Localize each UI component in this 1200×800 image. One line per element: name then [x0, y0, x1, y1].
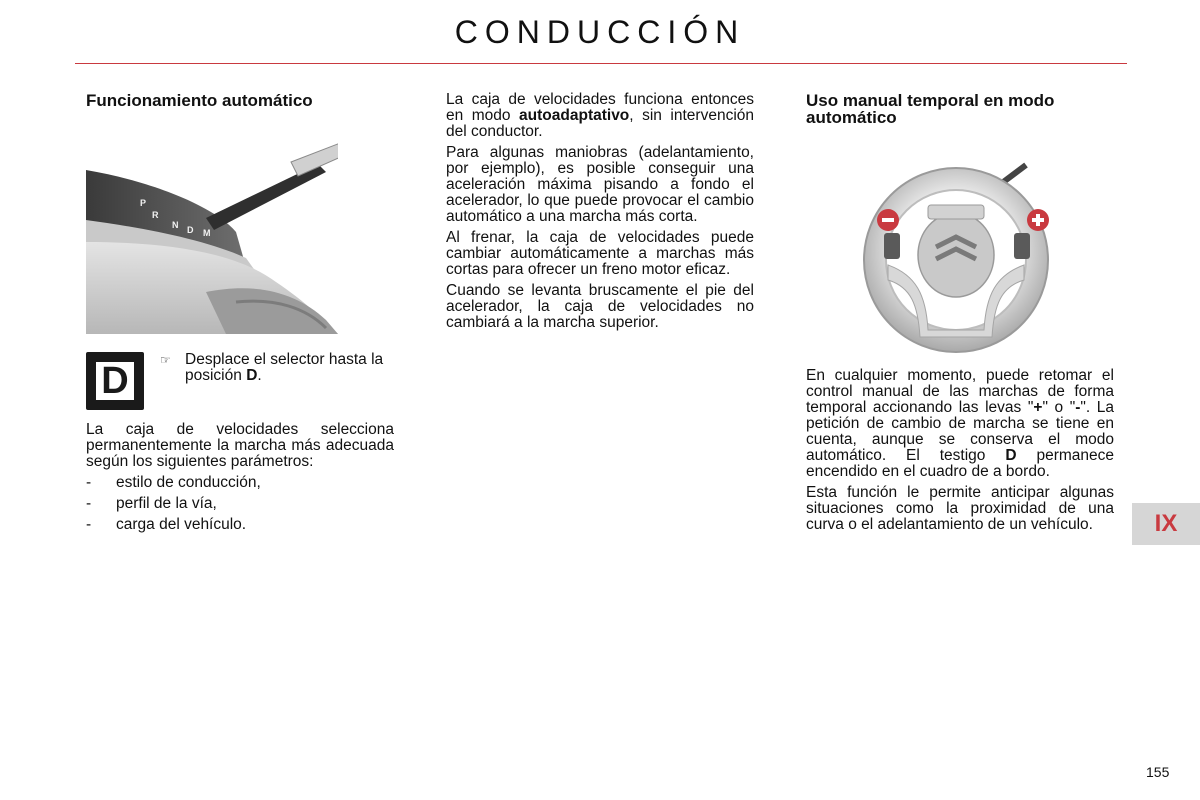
page-number: 155 [1146, 764, 1170, 780]
list-item: - estilo de conducción, [86, 474, 261, 491]
gear-mark-p: P [140, 198, 147, 208]
accelerator-release-paragraph: Cuando se levanta bruscamente el pie del acelerador, la caja de velocidades no cambiará a la marcha superior. [446, 282, 754, 331]
section-heading-automatic: Funcionamiento automático [86, 91, 313, 110]
left-column [86, 92, 394, 109]
step-text: Desplace el selector hasta la posición D. [185, 351, 384, 384]
anticipation-paragraph: Esta función le permite anticipar algunas situaciones como la proximidad de una curva o el adelantamiento de un vehículo. [806, 484, 1114, 533]
badge-letter: D [96, 362, 134, 400]
header-rule [75, 63, 1127, 64]
gear-mark-d: D [187, 225, 194, 235]
params-paragraph: La caja de velocidades selecciona permanentemente la marcha más adecuada según los siguientes parámetros: [86, 421, 394, 470]
chapter-tab: IX [1132, 503, 1200, 545]
instruction-step [160, 352, 396, 384]
list-item: - carga del vehículo. [86, 516, 247, 533]
params-list [86, 475, 394, 533]
gear-mark-n: N [172, 220, 179, 230]
left-body [86, 422, 394, 538]
page-title: CONDUCCIÓN [454, 14, 746, 50]
gear-selector-illustration [86, 142, 338, 334]
overtaking-paragraph: Para algunas maniobras (adelantamiento, por ejemplo), es posible conseguir una aceleración máxima pisando a fondo el acelerador, lo que puede provocar el cambio automático a una marcha más corta. [446, 144, 754, 225]
gear-mark-r: R [152, 210, 159, 220]
gear-mark-m: M [203, 228, 211, 238]
right-body [806, 368, 1114, 538]
right-column [806, 92, 1114, 126]
pointing-hand-icon: ☞ [160, 353, 171, 367]
adaptive-paragraph: La caja de velocidades funciona entonces en modo autoadaptativo, sin intervención del conductor. [446, 91, 754, 140]
steering-wheel-illustration [856, 155, 1056, 360]
middle-column [446, 92, 754, 336]
list-item: - perfil de la vía, [86, 495, 217, 512]
section-heading-manual: Uso manual temporal en modo automático [806, 91, 1055, 127]
manual-control-paragraph: En cualquier momento, puede retomar el control manual de las marchas de forma temporal accionando las levas "+" o "-". La petición de cambio de marcha se tiene en cuenta, aunque se conserva el modo automático. El testigo D permanece encendido en el cuadro de a bordo. [806, 367, 1114, 480]
braking-paragraph: Al frenar, la caja de velocidades puede cambiar automáticamente a marchas más cortas para ofrecer un freno motor eficaz. [446, 229, 754, 278]
gear-d-indicator-icon [86, 352, 144, 410]
